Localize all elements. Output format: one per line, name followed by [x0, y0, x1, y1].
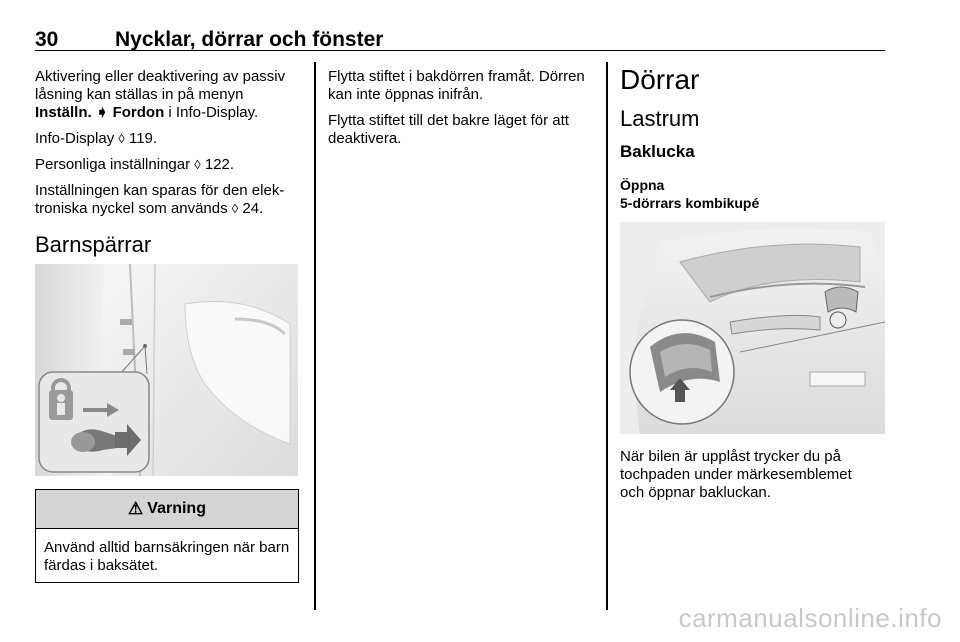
watermark: carmanualsonline.info [678, 603, 942, 633]
tailgate-illustration [620, 222, 885, 434]
paragraph-passive-locking: Aktivering eller deaktivering av passiv låsning kan ställas in på menyn Inställn. ➧ Fordon i Info-Display. [35, 68, 286, 121]
warning-title: Varning [147, 500, 206, 517]
paragraph-info-display-ref: Info-Display ◊ 119. [35, 130, 158, 147]
page-reference[interactable]: 119. [128, 130, 158, 147]
heading-5-door-hatchback: 5-dörrars kombikupé [620, 195, 760, 211]
warning-text: Använd alltid barnsäkringen när barn färdas i baksätet. [44, 539, 290, 574]
section-title-child-locks: Barnspärrar [35, 232, 152, 257]
column-divider-1 [314, 62, 316, 610]
warning-header [36, 490, 298, 529]
column-2-text [328, 68, 593, 156]
child-lock-illustration [35, 264, 298, 476]
paragraph-pin-back: Flytta stiftet till det bakre läget för att deaktivera. [328, 112, 569, 147]
page-reference[interactable]: 122. [204, 156, 235, 173]
page-title: Nycklar, dörrar och fönster [115, 28, 384, 51]
xref-icon: ◊ [118, 131, 125, 146]
warning-triangle-icon: ⚠ [128, 499, 144, 518]
page-number: 30 [35, 28, 59, 51]
tailgate-caption: När bilen är upplåst trycker du på tochpaden under märkesemblemet och öppnar bakluckan. [620, 448, 852, 501]
column-divider-2 [606, 62, 608, 610]
xref-icon: ◊ [194, 157, 201, 172]
paragraph-electronic-key: Inställningen kan sparas för den elek- troniska nyckel som används ◊ 24. [35, 182, 285, 217]
heading-doors: Dörrar [620, 64, 700, 95]
heading-open: Öppna [620, 177, 665, 193]
column-1-text [35, 68, 303, 226]
paragraph-personal-settings-ref: Personliga inställningar ◊ 122. [35, 156, 235, 173]
warning-box [35, 489, 299, 583]
page-reference[interactable]: 24. [242, 200, 264, 217]
heading-cargo-area: Lastrum [620, 106, 700, 131]
heading-tailgate: Baklucka [620, 142, 695, 161]
menu-path-settings: Inställn. [35, 104, 92, 121]
menu-path-vehicle: Fordon [112, 104, 165, 121]
paragraph-pin-forward: Flytta stiftet i bakdörren framåt. Dörren kan inte öppnas inifrån. [328, 68, 585, 103]
menu-arrow: ➧ [95, 104, 109, 121]
xref-icon: ◊ [231, 201, 239, 216]
page-header [35, 28, 885, 51]
